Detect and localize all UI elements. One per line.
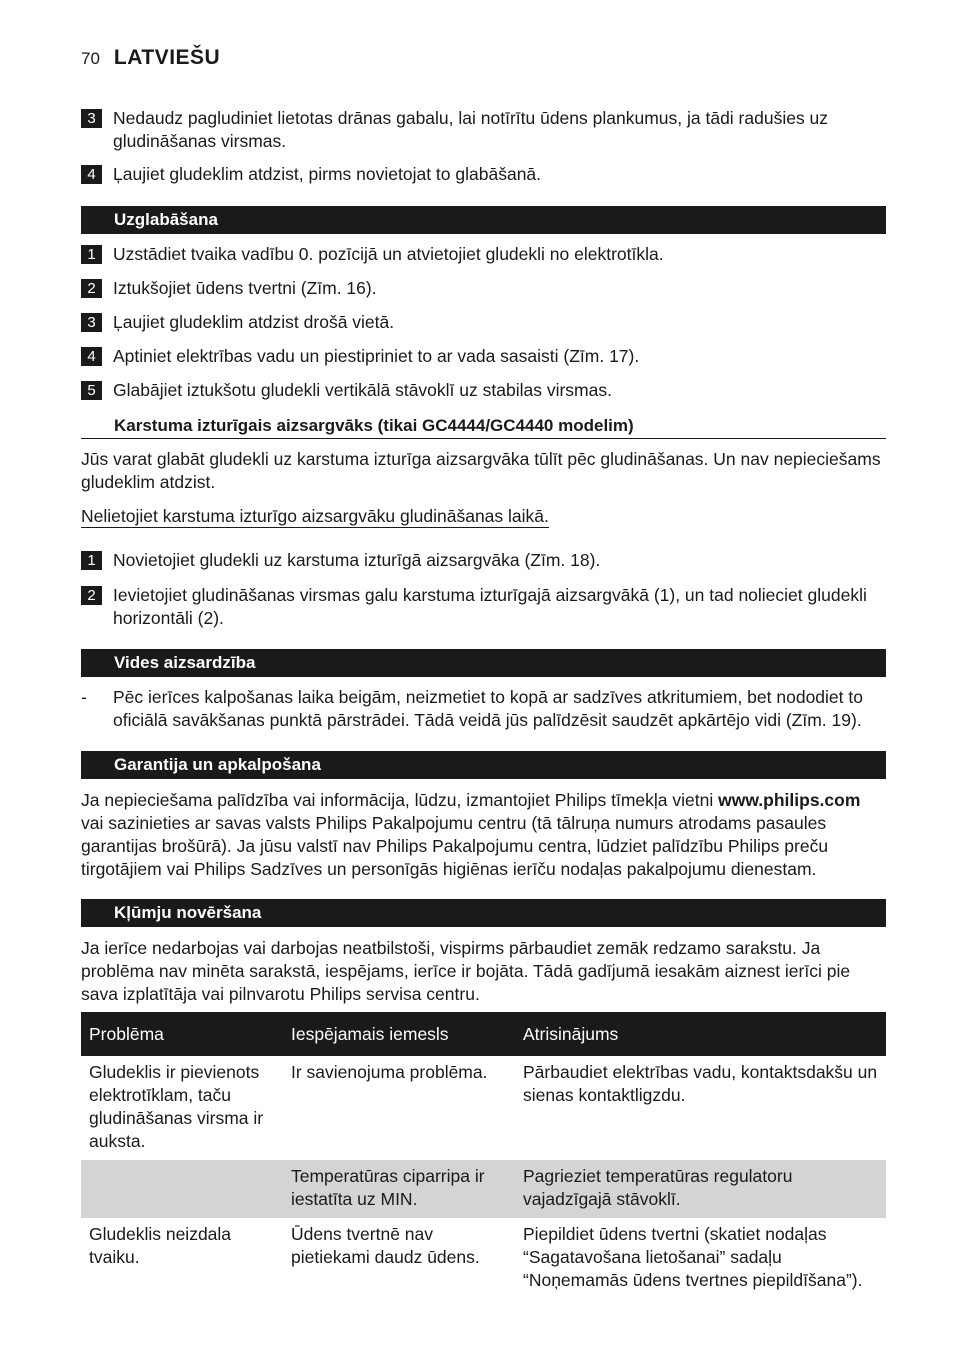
step-text: Uzstādiet tvaika vadību 0. pozīcijā un atvietojiet gludekli no elektrotīkla. (113, 244, 664, 264)
storage-step-5 (81, 379, 886, 402)
step-text: Novietojiet gludekli uz karstuma izturīgā aizsargvāka (Zīm. 18). (113, 550, 601, 570)
step-number-badge: 4 (81, 347, 102, 366)
column-header-solution: Atrisinājums (515, 1012, 886, 1056)
table-cell-solution: Pārbaudiet elektrības vadu, kontaktsdakšu un sienas kontaktligzdu. (523, 1062, 878, 1105)
heat-cover-warning (81, 505, 886, 528)
table-cell-cause: Ir savienojuma problēma. (291, 1062, 488, 1082)
step-text: Iztukšojiet ūdens tvertni (Zīm. 16). (113, 278, 377, 298)
table-cell-problem (81, 1160, 283, 1218)
storage-step-3 (81, 311, 886, 334)
page-number: 70 (81, 49, 100, 68)
troubleshooting-paragraph: Ja ierīce nedarbojas vai darbojas neatbilstoši, vispirms pārbaudiet zemāk redzamo sarakstu. Ja problēma nav minēta sarakstā, iespējams, ierīce ir bojāta. Tādā gadījumā iesakām aiznest ierīci pie sava izplatītāja vai pilnvarotu Philips servisa centru. (81, 938, 851, 1004)
table-cell-cause: Temperatūras ciparripa ir iestatīta uz MIN. (283, 1160, 515, 1218)
step-text: Aptiniet elektrības vadu un piestipriniet to ar vada sasaisti (Zīm. 17). (113, 346, 640, 366)
column-header-cause: Iespējamais iemesls (283, 1012, 515, 1056)
step-text: Glabājiet iztukšotu gludekli vertikālā stāvoklī uz stabilas virsmas. (113, 380, 612, 400)
table-row (81, 1160, 886, 1218)
heat-cover-step-1 (81, 549, 886, 572)
step-number-badge: 1 (81, 245, 102, 264)
step-number-badge: 5 (81, 381, 102, 400)
step-number-badge: 4 (81, 165, 102, 184)
troubleshooting-table (81, 1012, 886, 1299)
page-header (81, 46, 220, 70)
table-header-row (81, 1012, 886, 1056)
step-number-badge: 1 (81, 551, 102, 570)
page-language-title: LATVIEŠU (113, 46, 221, 69)
section-heading-guarantee: Garantija un apkalpošana (81, 751, 886, 779)
environment-item (81, 686, 886, 732)
guarantee-paragraph (81, 789, 886, 881)
table-cell-cause: Ūdens tvertnē nav pietiekami daudz ūdens. (291, 1224, 480, 1267)
step-text: Nedaudz pagludiniet lietotas drānas gabalu, lai notīrītu ūdens plankumus, ja tādi radušies uz gludināšanas virsmas. (113, 108, 829, 151)
guarantee-text-after: vai sazinieties ar savas valsts Philips Pakalpojumu centru (tā tālruņa numurs atrodams pasaules garantijas brošūrā). Ja jūsu valstī nav Philips Pakalpojumu centra, lūdziet palīdzību Philips preču tirgotājiem vai Philips Sadzīves un personīgās higiēnas ierīču nodaļas pakalpojumu dienestam. (81, 813, 829, 879)
step-text: Ievietojiet gludināšanas virsmas galu karstuma izturīgajā aizsargvākā (1), un tad nolieciet gludekli horizontāli (2). (113, 585, 867, 628)
section-heading-troubleshooting: Kļūmju novēršana (81, 899, 886, 927)
table-cell-problem: Gludeklis ir pievienots elektrotīklam, taču gludināšanas virsma ir auksta. (89, 1062, 264, 1151)
table-cell-solution: Piepildiet ūdens tvertni (skatiet nodaļas “Sagatavošana lietošanai” sadaļu “Noņemamās ūdens tvertnes piepildīšana”). (523, 1224, 863, 1290)
table-cell-problem: Gludeklis neizdala tvaiku. (89, 1224, 232, 1267)
table-row (81, 1218, 886, 1299)
step-number-badge: 3 (81, 313, 102, 332)
section-heading-storage: Uzglabāšana (81, 206, 886, 234)
storage-step-4 (81, 345, 886, 368)
step-number-badge: 2 (81, 279, 102, 298)
heat-cover-step-2 (81, 584, 886, 630)
subsection-heading-heat-cover: Karstuma izturīgais aizsargvāks (tikai GC4444/GC4440 modelim) (81, 414, 886, 439)
environment-text: Pēc ierīces kalpošanas laika beigām, neizmetiet to kopā ar sadzīves atkritumiem, bet nododiet to oficiālā savākšanas punktā pārstrādei. Tādā veidā jūs palīdzēsit saudzēt apkārtējo vidi (Zīm. 19). (113, 687, 863, 730)
intro-step-3 (81, 107, 886, 153)
warning-text: Nelietojiet karstuma izturīgo aizsargvāku gludināšanas laikā. (81, 506, 549, 526)
section-heading-environment: Vides aizsardzība (81, 649, 886, 677)
philips-website-link[interactable]: www.philips.com (718, 790, 861, 810)
intro-step-4 (81, 163, 886, 186)
guarantee-text-before: Ja nepieciešama palīdzība vai informācija, lūdzu, izmantojiet Philips tīmekļa vietni (81, 790, 719, 810)
storage-step-2 (81, 277, 886, 300)
heat-cover-paragraph: Jūs varat glabāt gludekli uz karstuma izturīga aizsargvāka tūlīt pēc gludināšanas. Un nav nepieciešams gludeklim atdzist. (81, 449, 881, 492)
step-text: Ļaujiet gludeklim atdzist, pirms novietojat to glabāšanā. (113, 164, 542, 184)
step-number-badge: 3 (81, 109, 102, 128)
table-row (81, 1056, 886, 1160)
storage-step-1 (81, 243, 886, 266)
column-header-problem: Problēma (81, 1012, 283, 1056)
step-text: Ļaujiet gludeklim atdzist drošā vietā. (113, 312, 395, 332)
table-cell-solution: Pagrieziet temperatūras regulatoru vajadzīgajā stāvoklī. (515, 1160, 886, 1218)
step-number-badge: 2 (81, 586, 102, 605)
dash-bullet: - (81, 687, 87, 707)
